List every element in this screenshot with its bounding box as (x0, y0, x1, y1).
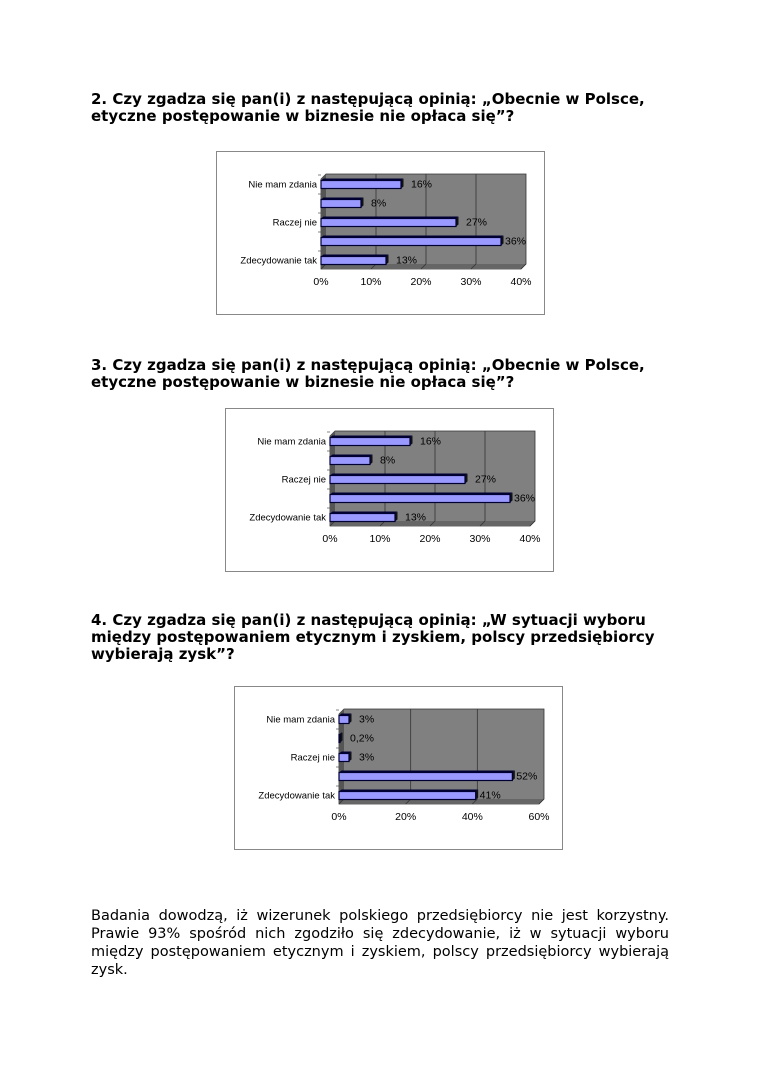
y-category-label: Nie mam zdania (248, 179, 317, 191)
chart-svg (226, 409, 553, 571)
bar (330, 495, 510, 503)
data-label: 8% (380, 454, 396, 467)
chart-q2 (216, 151, 545, 315)
x-tick-label: 10% (369, 533, 391, 545)
y-category-label: Raczej nie (272, 217, 317, 229)
data-label: 27% (475, 473, 497, 486)
data-label: 27% (466, 216, 488, 229)
bar (330, 438, 410, 446)
x-tick-label: 10% (360, 276, 382, 288)
y-category-label: Zdecydowanie tak (240, 255, 317, 267)
x-tick-label: 20% (395, 811, 417, 823)
data-label: 16% (420, 435, 442, 448)
y-category-label: Nie mam zdania (266, 714, 335, 726)
question-2-title: 2. Czy zgadza się pan(i) z następującą opinią: „Obecnie w Polsce, etyczne postępowanie w biznesie nie opłaca się”? (91, 90, 645, 125)
bar (321, 238, 501, 246)
x-tick-label: 40% (461, 811, 483, 823)
bar (321, 181, 401, 189)
y-category-label: Raczej nie (290, 752, 335, 764)
x-tick-label: 20% (419, 533, 441, 545)
y-category-label: Nie mam zdania (257, 436, 326, 448)
x-tick-label: 40% (519, 533, 541, 545)
data-label: 13% (396, 254, 418, 267)
data-label: 3% (359, 751, 375, 764)
y-category-label: Zdecydowanie tak (258, 790, 335, 802)
data-label: 52% (516, 770, 538, 783)
data-label: 8% (371, 197, 387, 210)
x-tick-label: 60% (528, 811, 550, 823)
data-label: 36% (505, 235, 527, 248)
bar (330, 457, 370, 465)
y-category-label: Zdecydowanie tak (249, 512, 326, 524)
x-tick-label: 0% (322, 533, 338, 545)
bar (339, 735, 340, 743)
chart-q3 (225, 408, 554, 572)
chart-q4 (234, 686, 563, 850)
data-label: 16% (411, 178, 433, 191)
conclusion-paragraph: Badania dowodzą, iż wizerunek polskiego przedsiębiorcy nie jest korzystny. Prawie 93% spośród nich zgodziło się zdecydowanie, iż w sytuacji wyboru między postępowaniem etycznym i zyskiem, polscy przedsiębiorcy wybierają zysk. (91, 908, 669, 978)
chart-svg (217, 152, 544, 314)
data-label: 41% (479, 789, 501, 802)
bar (339, 792, 476, 800)
x-tick-label: 0% (313, 276, 329, 288)
bar (321, 219, 456, 227)
chart-svg (235, 687, 562, 849)
bar (330, 514, 395, 522)
x-tick-label: 40% (510, 276, 532, 288)
bar (339, 754, 349, 762)
data-label: 3% (359, 713, 375, 726)
y-category-label: Raczej nie (281, 474, 326, 486)
bar (339, 773, 512, 781)
data-label: 0,2% (350, 732, 374, 745)
x-tick-label: 30% (469, 533, 491, 545)
data-label: 36% (514, 492, 536, 505)
bar (321, 200, 361, 208)
x-tick-label: 30% (460, 276, 482, 288)
data-label: 13% (405, 511, 427, 524)
bar (339, 716, 349, 724)
question-3-title: 3. Czy zgadza się pan(i) z następującą opinią: „Obecnie w Polsce, etyczne postępowanie w biznesie nie opłaca się”? (91, 356, 645, 391)
x-tick-label: 20% (410, 276, 432, 288)
question-4-title: 4. Czy zgadza się pan(i) z następującą opinią: „W sytuacji wyboru między postępowaniem etycznym i zyskiem, polscy przedsiębiorcy wybierają zysk”? (91, 611, 655, 663)
x-tick-label: 0% (331, 811, 347, 823)
bar (330, 476, 465, 484)
bar (321, 257, 386, 265)
